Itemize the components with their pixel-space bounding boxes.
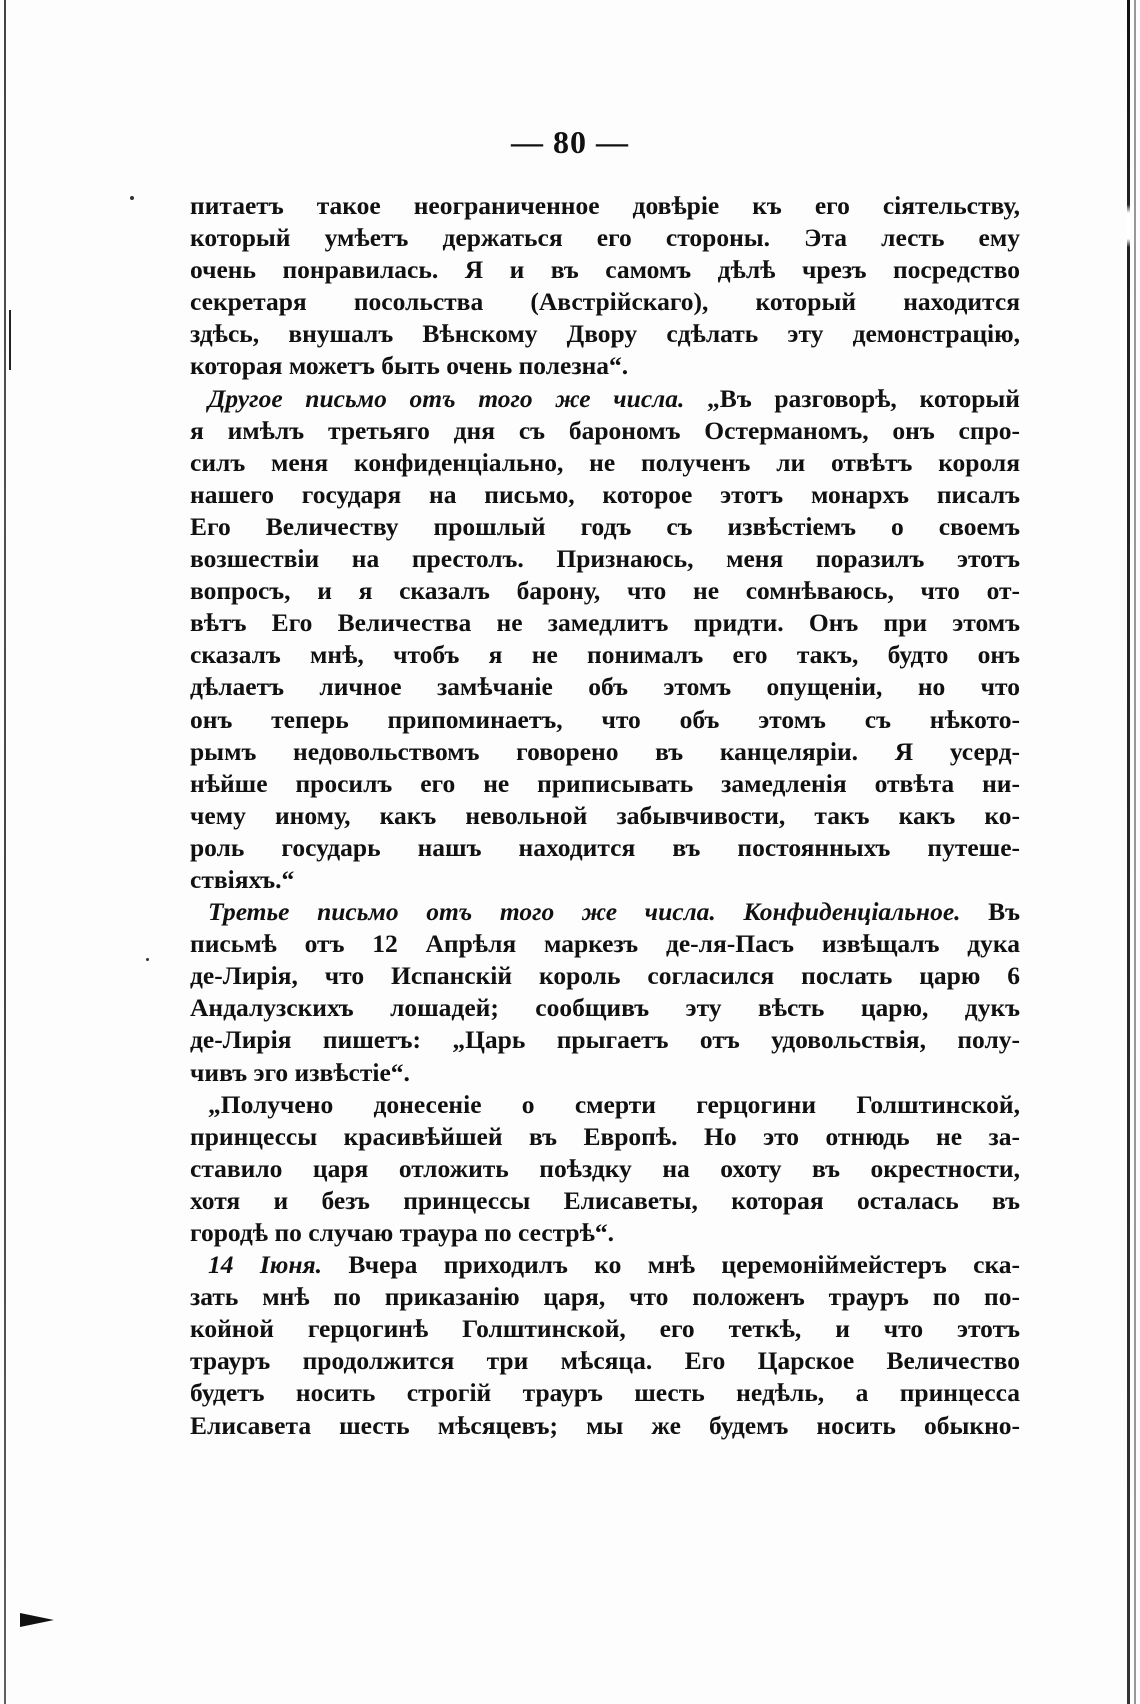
scan-edge-right-shadow [1134, 0, 1136, 1704]
text-line: роль государь нашъ находится въ постоянныхъ путеше- [190, 832, 1020, 862]
text-line: Андалузскихъ лошадей; сообщивъ эту вѣсть царю, дукъ [190, 993, 1020, 1023]
italic-heading: Третье письмо отъ того же числа. Конфиденціальное. [208, 897, 961, 927]
page-marker-arrow-icon [20, 1613, 54, 1627]
text-line: Третье письмо отъ того же числа. Конфиденціальное. Въ [208, 897, 1020, 927]
text-line: онъ теперь припоминаетъ, что объ этомъ съ нѣкото- [190, 704, 1020, 734]
text-line: очень понравилась. Я и въ самомъ дѣлѣ чрезъ посредство [190, 255, 1020, 285]
text-line: „Получено донесеніе о смерти герцогини Голштинской, [208, 1089, 1020, 1119]
scan-edge-right [1127, 0, 1130, 1704]
italic-heading: Другое письмо отъ того же числа. [208, 383, 685, 413]
text-line: де-Лирія пишетъ: „Царь прыгаетъ отъ удовольствія, полу- [190, 1025, 1020, 1055]
text-line: письмѣ отъ 12 Апрѣля маркезъ де-ля-Пасъ извѣщалъ дука [190, 929, 1020, 959]
text-line: вопросъ, и я сказалъ барону, что не сомнѣваюсь, что от- [190, 576, 1020, 606]
body-text [190, 190, 1020, 1442]
page-number: — 80 — [511, 124, 629, 160]
text-line: хотя и безъ принцессы Елисаветы, которая осталась въ [190, 1185, 1020, 1215]
text-line: питаетъ такое неограниченное довѣріе къ его сіятельству, [190, 191, 1020, 220]
text-line: сказалъ мнѣ, чтобъ я не понималъ его такъ, будто онъ [190, 640, 1020, 670]
text-line: Его Величеству прошлый годъ съ извѣстіемъ о своемъ [190, 511, 1020, 541]
scan-speck [130, 196, 134, 200]
text-line: которая можетъ быть очень полезна“. [190, 351, 629, 381]
text-line: который умѣетъ держаться его стороны. Эта лесть ему [190, 223, 1020, 253]
scan-edge-left [4, 0, 6, 1704]
text-line: Другое письмо отъ того же числа. „Въ разговорѣ, который [208, 383, 1020, 413]
text-line: зать мнѣ по приказанію царя, что положенъ трауръ по по- [190, 1282, 1020, 1312]
text-line: чивъ эго извѣстіе“. [190, 1057, 410, 1087]
text-line: возшествіи на престолъ. Признаюсь, меня поразилъ этотъ [190, 544, 1020, 574]
text-line: койной герцогинѣ Голштинской, его теткѣ, и что этотъ [190, 1314, 1020, 1344]
text-line: рымъ недовольствомъ говорено въ канцеляріи. Я усерд- [190, 736, 1020, 766]
text-line: я имѣлъ третьяго дня съ барономъ Остерманомъ, онъ спро- [190, 415, 1020, 445]
scan-speck [146, 958, 149, 961]
text-line: дѣлаетъ личное замѣчаніе объ этомъ опущеніи, но что [190, 672, 1020, 702]
text-line: вѣтъ Его Величества не замедлитъ придти. Онъ при этомъ [190, 608, 1020, 638]
text-line: ствіяхъ.“ [190, 864, 295, 894]
text-line: силъ меня конфиденціально, не полученъ ли отвѣтъ короля [190, 447, 1020, 477]
text-line: чему иному, какъ невольной забывчивости, такъ какъ ко- [190, 800, 1020, 830]
text-line: секретаря посольства (Австрійскаго), который находится [190, 287, 1020, 317]
text-line: ставило царя отложить поѣздку на охоту въ окрестности, [190, 1153, 1020, 1183]
text-line: городѣ по случаю траура по сестрѣ“. [190, 1218, 615, 1247]
text-line: будетъ носить строгій трауръ шесть недѣль, а принцесса [190, 1378, 1020, 1408]
text-line: 14 Іюня. Вчера приходилъ ко мнѣ церемоніймейстеръ ска- [208, 1250, 1020, 1280]
text-line: Елисавета шесть мѣсяцевъ; мы же будемъ носить обыкно- [190, 1410, 1020, 1440]
italic-date: 14 Іюня. [208, 1250, 323, 1280]
text-line: здѣсь, внушалъ Вѣнскому Двору сдѣлать эту демонстрацію, [190, 319, 1020, 349]
text-line: де-Лирія, что Испанскій король согласился послать царю 6 [190, 961, 1020, 991]
scan-edge-mark [9, 310, 11, 370]
text-line: принцессы красивѣйшей въ Европѣ. Но это отнюдь не за- [190, 1121, 1020, 1151]
text-line: трауръ продолжится три мѣсяца. Его Царское Величество [190, 1346, 1020, 1376]
text-line: нашего государя на письмо, которое этотъ монархъ писалъ [190, 479, 1020, 509]
text-line: нѣйше просилъ его не приписывать замедленія отвѣта ни- [190, 768, 1020, 798]
